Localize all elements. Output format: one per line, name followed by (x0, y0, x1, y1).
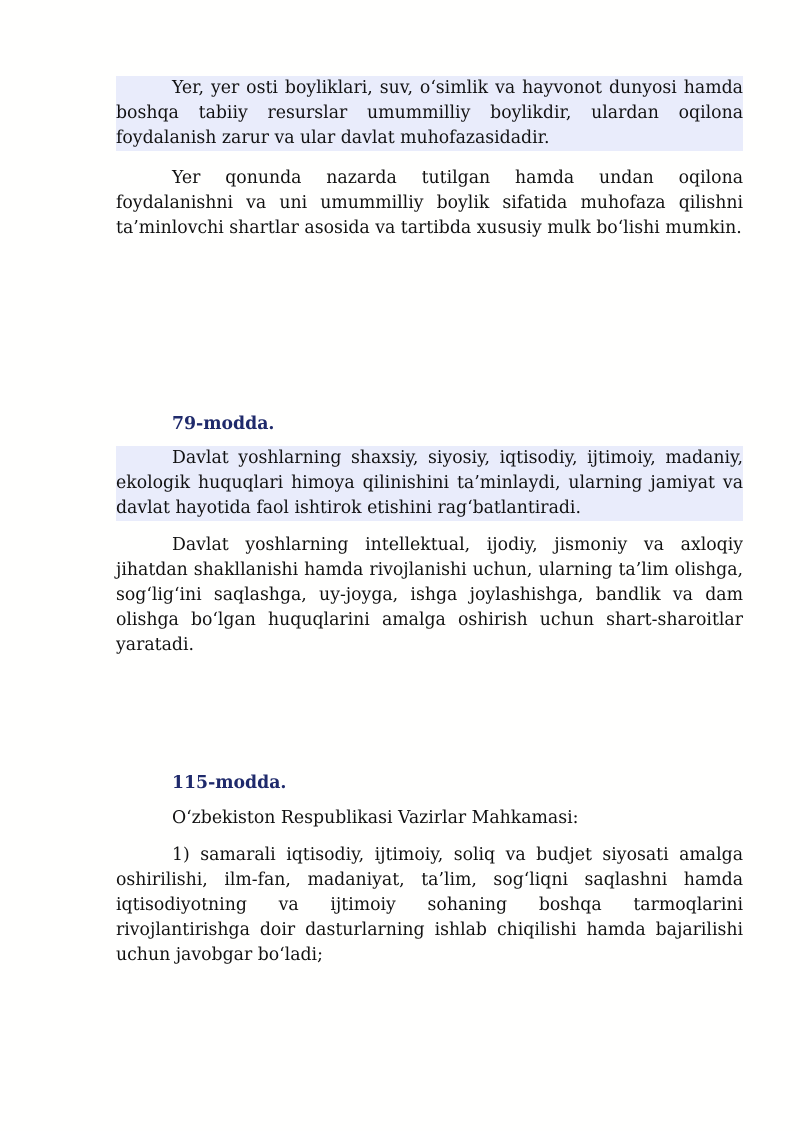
article-79-title: 79-modda. (172, 414, 275, 434)
paragraph-text: Yer, yer osti boyliklari, suv, o‘simlik va hayvonot dunyosi hamda boshqa tabiiy resurslar umummilliy boylikdir, ulardan oqilona foydalanish zarur va ular davlat muhofazasidadir. (116, 78, 743, 148)
paragraph-text: Davlat yoshlarning intellektual, ijodiy, jismoniy va axloqiy jihatdan shakllanishi hamda rivojlanishi uchun, ularning ta’lim olishga, sog‘lig‘ini saqlashga, uy-joyga, ishga joylashishga, bandlik va dam olishga bo‘lgan huquqlarini amalga oshirish uchun shart-sharoitlar yaratadi. (116, 535, 743, 655)
paragraph-natural-resources (116, 76, 743, 151)
paragraph-youth-rights (116, 446, 743, 521)
paragraph-text: Yer qonunda nazarda tutilgan hamda undan oqilona foydalanishni va uni umummilliy boylik sifatida muhofaza qilishni ta’minlovchi shartlar asosida va tartibda xususiy mulk bo‘lishi mumkin. (116, 168, 743, 238)
article-115-title: 115-modda. (172, 773, 287, 793)
paragraph-text: 1) samarali iqtisodiy, ijtimoiy, soliq va budjet siyosati amalga oshirilishi, ilm-fan, madaniyat, ta’lim, sog‘liqni saqlashni hamda iqtisodiyotning va ijtimoiy sohaning boshqa tarmoqlarini rivojlantirishga doir dasturlarning ishlab chiqilishi hamda bajarilishi uchun javobgar bo‘ladi; (116, 845, 743, 965)
paragraph-land-ownership (116, 166, 743, 241)
paragraph-cabinet-item-1 (116, 843, 743, 968)
paragraph-youth-conditions (116, 533, 743, 658)
paragraph-cabinet-intro: O‘zbekiston Respublikasi Vazirlar Mahkamasi: (172, 808, 579, 828)
paragraph-text: Davlat yoshlarning shaxsiy, siyosiy, iqtisodiy, ijtimoiy, madaniy, ekologik huquqlari himoya qilinishini ta’minlaydi, ularning jamiyat va davlat hayotida faol ishtirok etishini rag‘batlantiradi. (116, 448, 743, 518)
